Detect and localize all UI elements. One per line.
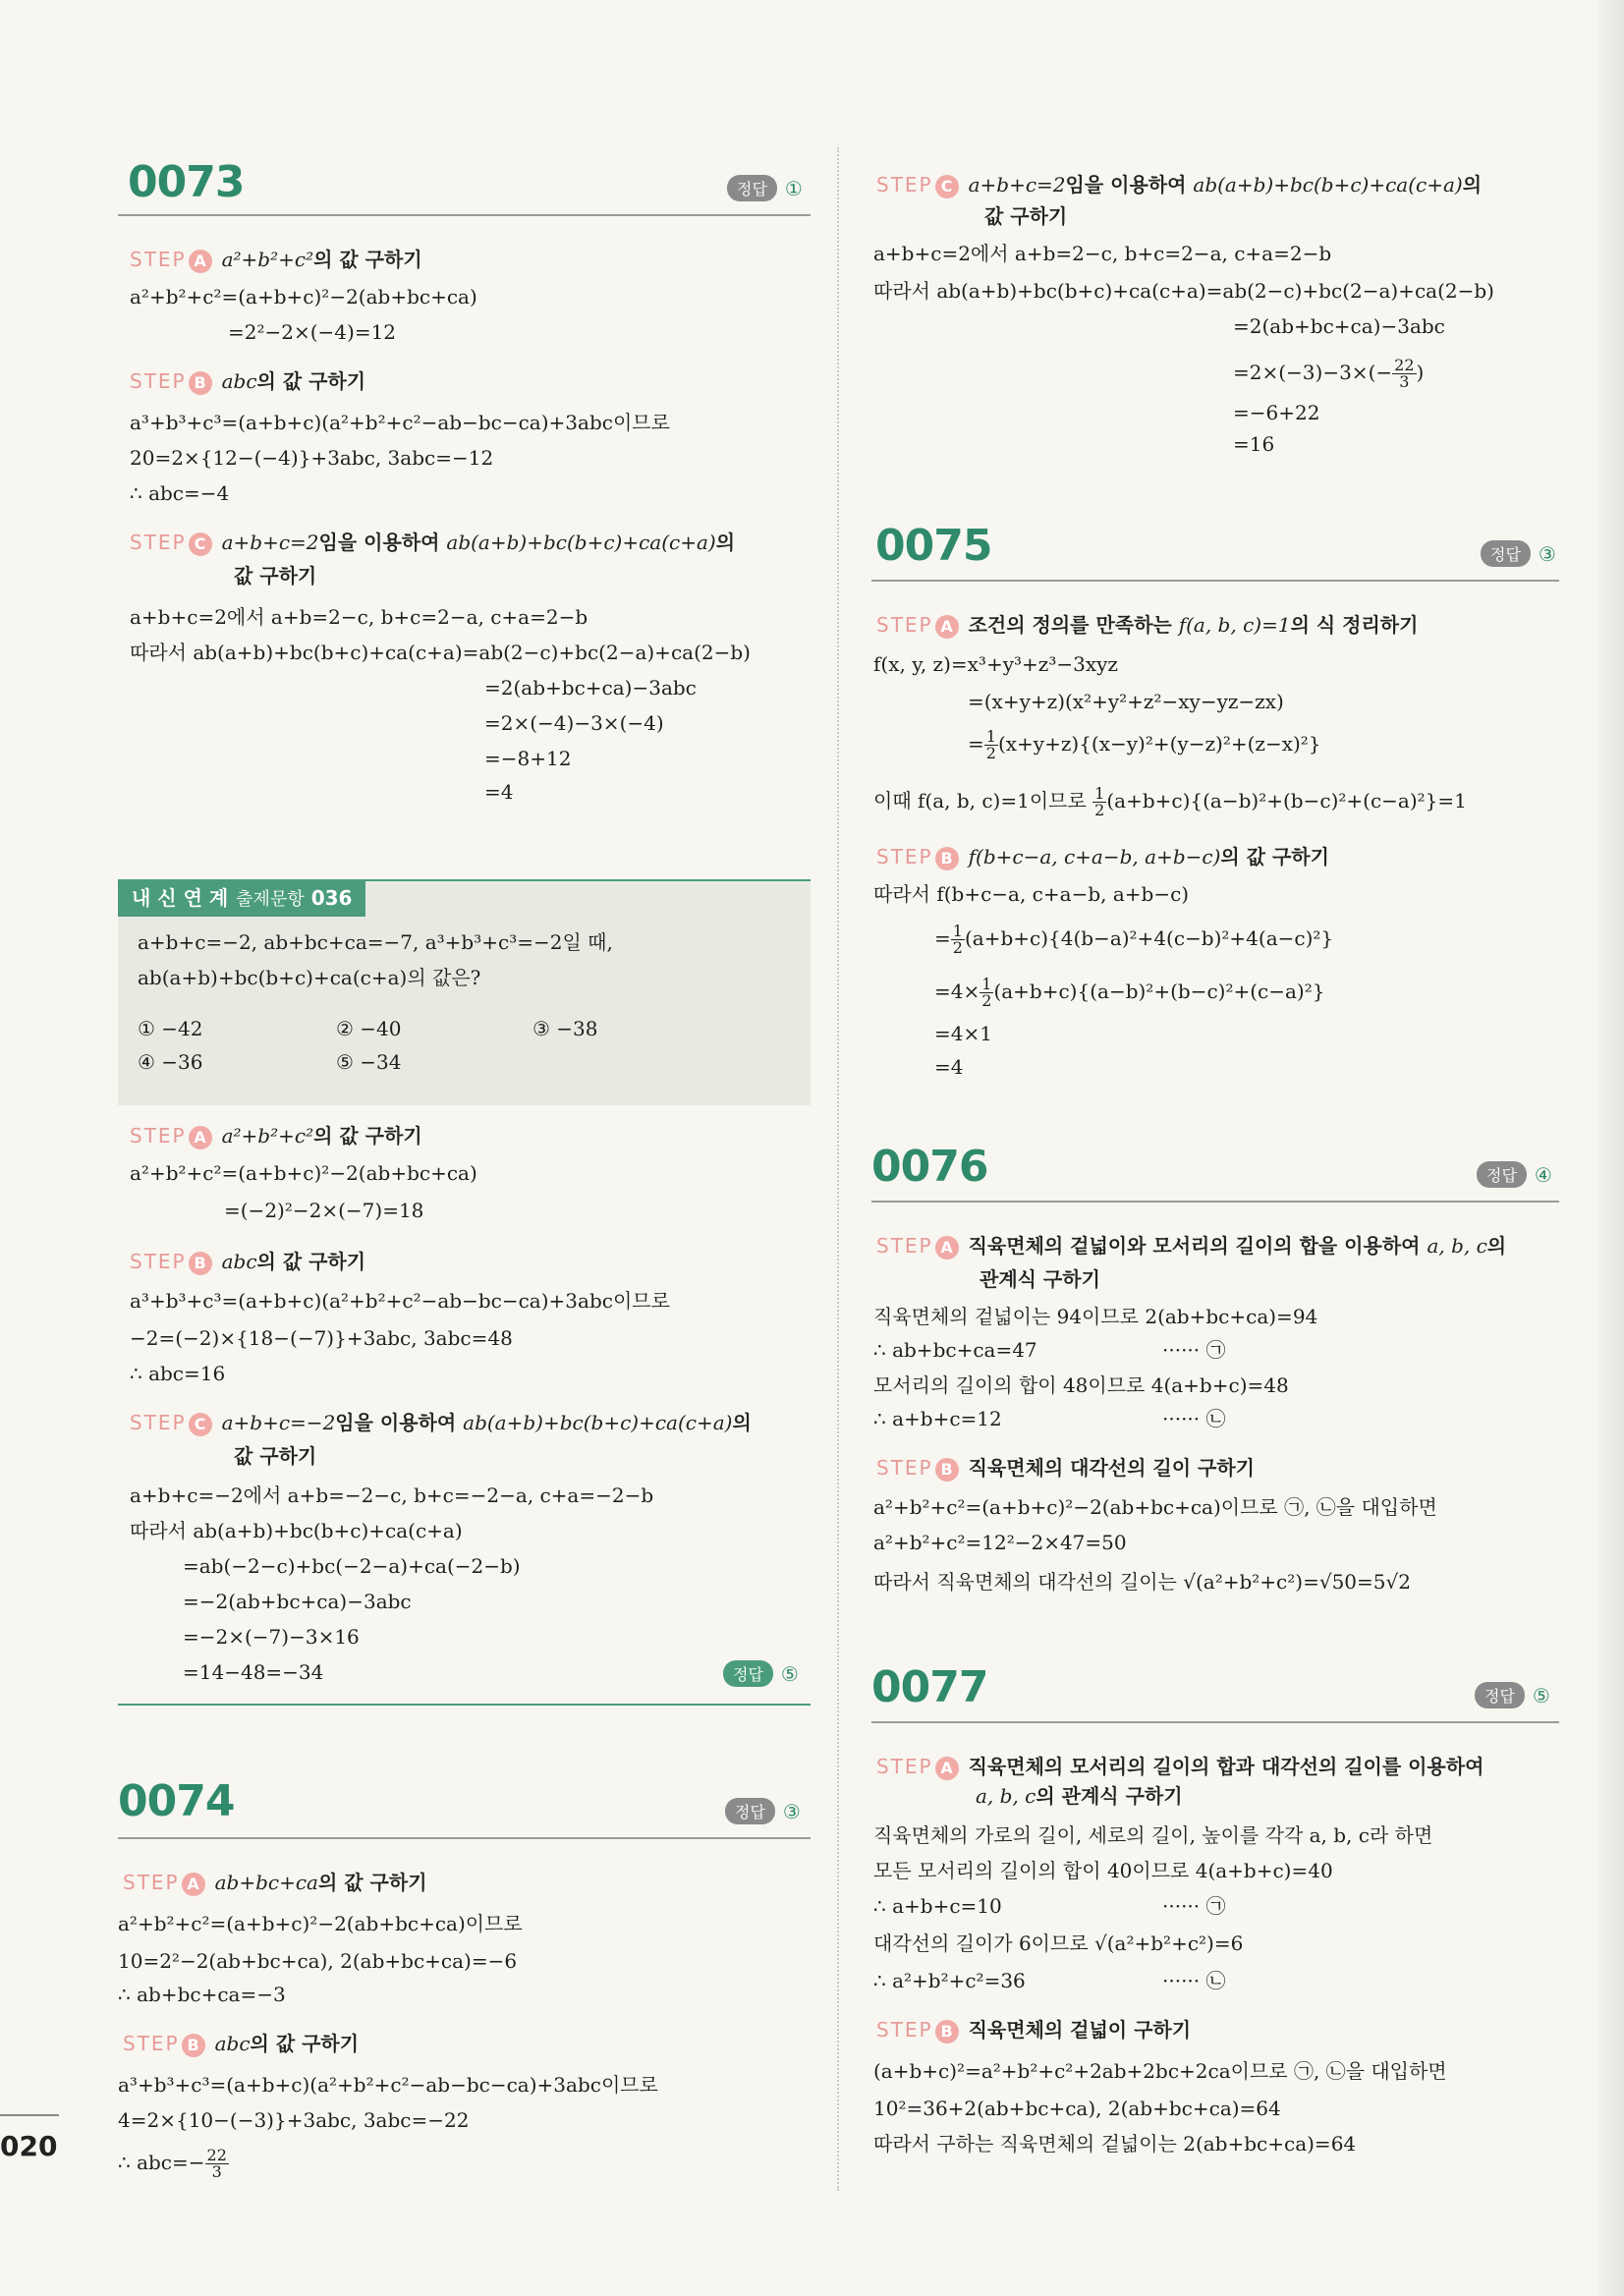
fraction: $\frac{1}{2}$ bbox=[985, 727, 996, 762]
solution-line: =2×(−3)−3×(− $\frac{22}{3}$ ) bbox=[1233, 356, 1425, 391]
step-c-heading-line2: 값 구하기 bbox=[234, 1444, 317, 1468]
solution-line: =(x+y+z)(x²+y²+z²−xy−yz−zx) bbox=[968, 690, 1284, 713]
solution-line: a³+b³+c³=(a+b+c)(a²+b²+c²−ab−bc−ca)+3abc이므로 bbox=[118, 2073, 658, 2097]
box-question-line1: a+b+c=−2, ab+bc+ca=−7, a³+b³+c³=−2일 때, bbox=[138, 930, 613, 954]
solution-line: a+b+c=2에서 a+b=2−c, b+c=2−a, c+a=2−b bbox=[130, 605, 588, 629]
fraction: $\frac{1}{2}$ bbox=[1094, 784, 1105, 819]
solution-line: ∴ a+b+c=12 bbox=[873, 1407, 1002, 1430]
equation-mark-1: ······ ㉠ bbox=[1162, 1338, 1226, 1362]
step-c-heading-line2: 값 구하기 bbox=[234, 564, 317, 588]
step-a-heading: STEP A ab+bc+ca의 값 구하기 bbox=[123, 1871, 427, 1894]
solution-line: 이때 f(a, b, c)=1이므로 $\frac{1}{2}$ (a+b+c){(a−b)²+(b−c)²+(c−a)²}=1 bbox=[873, 784, 1467, 819]
solution-line: 따라서 구하는 직육면체의 겉넓이는 2(ab+bc+ca)=64 bbox=[873, 2132, 1357, 2156]
solution-line: 따라서 ab(a+b)+bc(b+c)+ca(c+a) bbox=[130, 1519, 463, 1542]
step-a-heading: STEP A 직육면체의 겉넓이와 모서리의 길이의 합을 이용하여 a, b, c의 bbox=[876, 1234, 1507, 1258]
box-title: 내 신 연 계 출제문항 036 bbox=[118, 879, 365, 917]
solution-line: ∴ abc=16 bbox=[130, 1362, 226, 1385]
solution-line: =2×(−4)−3×(−4) bbox=[484, 711, 664, 735]
page-number: 020 bbox=[0, 2130, 58, 2162]
choice-5: ⑤ −34 bbox=[336, 1050, 402, 1074]
solution-line: 직육면체의 가로의 길이, 세로의 길이, 높이를 각각 a, b, c라 하면 bbox=[873, 1823, 1433, 1847]
fraction: $\frac{22}{3}$ bbox=[1394, 356, 1415, 391]
solution-line: ∴ ab+bc+ca=−3 bbox=[118, 1983, 286, 2006]
solution-line: 4=2×{10−(−3)}+3abc, 3abc=−22 bbox=[118, 2108, 470, 2132]
choice-4: ④ −36 bbox=[138, 1050, 203, 1074]
solution-line: 따라서 ab(a+b)+bc(b+c)+ca(c+a)=ab(2−c)+bc(2−a)+ca(2−b) bbox=[130, 641, 751, 664]
page-number-rule bbox=[0, 2114, 59, 2116]
step-c-heading-line2: 값 구하기 bbox=[984, 204, 1068, 228]
solution-line: a²+b²+c²=(a+b+c)²−2(ab+bc+ca)이므로 bbox=[118, 1912, 523, 1935]
fraction: $\frac{22}{3}$ bbox=[206, 2146, 227, 2181]
solution-line: a³+b³+c³=(a+b+c)(a²+b²+c²−ab−bc−ca)+3abc이므로 bbox=[130, 1289, 670, 1313]
solution-line: 모든 모서리의 길이의 합이 40이므로 4(a+b+c)=40 bbox=[873, 1859, 1333, 1882]
choice-1: ① −42 bbox=[138, 1017, 203, 1040]
section-rule bbox=[871, 1721, 1559, 1723]
solution-line: 따라서 f(b+c−a, c+a−b, a+b−c) bbox=[873, 882, 1190, 906]
problem-number-0074: 0074 bbox=[118, 1776, 235, 1826]
fraction: $\frac{1}{2}$ bbox=[981, 975, 992, 1010]
solution-line: =4 bbox=[484, 780, 514, 804]
step-b-heading: STEP B 직육면체의 대각선의 길이 구하기 bbox=[876, 1456, 1255, 1480]
box-question-line2: ab(a+b)+bc(b+c)+ca(c+a)의 값은? bbox=[138, 966, 481, 989]
solution-line: ∴ abc=− $\frac{22}{3}$ bbox=[118, 2146, 227, 2181]
column-divider bbox=[837, 147, 839, 2191]
step-a-heading: STEP A 조건의 정의를 만족하는 f(a, b, c)=1의 식 정리하기 bbox=[876, 613, 1419, 637]
problem-number-0073: 0073 bbox=[128, 157, 245, 207]
solution-line: a²+b²+c²=(a+b+c)²−2(ab+bc+ca)이므로 ㉠, ㉡을 대입하면 bbox=[873, 1495, 1437, 1519]
step-b-heading: STEP B abc의 값 구하기 bbox=[130, 369, 366, 393]
step-a-heading-line2: 관계식 구하기 bbox=[980, 1267, 1100, 1291]
solution-line: =−2×(−7)−3×16 bbox=[183, 1625, 360, 1649]
solution-line: ∴ ab+bc+ca=47 bbox=[873, 1338, 1037, 1362]
solution-line: f(x, y, z)=x³+y³+z³−3xyz bbox=[873, 652, 1118, 676]
problem-number-0077: 0077 bbox=[871, 1662, 988, 1712]
solution-line: ∴ a+b+c=10 bbox=[873, 1894, 1002, 1918]
solution-line: =(−2)²−2×(−7)=18 bbox=[224, 1199, 424, 1222]
solution-line: 모서리의 길이의 합이 48이므로 4(a+b+c)=48 bbox=[873, 1373, 1289, 1397]
step-b-heading: STEP B f(b+c−a, c+a−b, a+b−c)의 값 구하기 bbox=[876, 845, 1329, 868]
step-a-heading: STEP A 직육면체의 모서리의 길이의 합과 대각선의 길이를 이용하여 bbox=[876, 1755, 1484, 1778]
solution-line: 직육면체의 겉넓이는 94이므로 2(ab+bc+ca)=94 bbox=[873, 1305, 1318, 1328]
solution-line: =16 bbox=[1233, 432, 1275, 456]
answer-label-0074: 정답 ③ bbox=[725, 1798, 801, 1824]
solution-line: =4 bbox=[934, 1055, 964, 1079]
answer-label-0077: 정답 ⑤ bbox=[1475, 1682, 1550, 1708]
section-rule bbox=[871, 580, 1559, 582]
solution-line: =4×1 bbox=[934, 1022, 992, 1045]
solution-line: =ab(−2−c)+bc(−2−a)+ca(−2−b) bbox=[183, 1554, 521, 1578]
solution-line: ∴ a²+b²+c²=36 bbox=[873, 1969, 1026, 1992]
solution-line: a²+b²+c²=(a+b+c)²−2(ab+bc+ca) bbox=[130, 285, 477, 308]
page-edge-shadow bbox=[1598, 0, 1624, 2296]
section-rule bbox=[871, 1201, 1559, 1203]
equation-mark-2: ······ ㉡ bbox=[1162, 1969, 1226, 1992]
solution-line: =2(ab+bc+ca)−3abc bbox=[1233, 314, 1445, 338]
solution-line: = $\frac{1}{2}$ (x+y+z){(x−y)²+(y−z)²+(z−x)²} bbox=[968, 727, 1321, 762]
related-problem-box bbox=[118, 879, 811, 1105]
solution-line: −2=(−2)×{18−(−7)}+3abc, 3abc=48 bbox=[130, 1326, 513, 1350]
section-rule bbox=[118, 1837, 811, 1839]
solution-line: (a+b+c)²=a²+b²+c²+2ab+2bc+2ca이므로 ㉠, ㉡을 대입하면 bbox=[873, 2059, 1447, 2083]
solution-line: =−6+22 bbox=[1233, 401, 1320, 424]
answer-label-related: 정답 ⑤ bbox=[723, 1660, 799, 1687]
solution-line: =2(ab+bc+ca)−3abc bbox=[484, 676, 697, 700]
solution-line: =−8+12 bbox=[484, 747, 572, 770]
solution-line: a²+b²+c²=12²−2×47=50 bbox=[873, 1531, 1127, 1554]
fraction: $\frac{1}{2}$ bbox=[952, 922, 963, 957]
step-a-heading: STEP A a²+b²+c²의 값 구하기 bbox=[130, 1124, 422, 1148]
choice-2: ② −40 bbox=[336, 1017, 402, 1040]
solution-line: ∴ abc=−4 bbox=[130, 481, 230, 505]
solution-line: =−2(ab+bc+ca)−3abc bbox=[183, 1590, 412, 1613]
solution-line: 10²=36+2(ab+bc+ca), 2(ab+bc+ca)=64 bbox=[873, 2097, 1281, 2120]
solution-line: a³+b³+c³=(a+b+c)(a²+b²+c²−ab−bc−ca)+3abc이므로 bbox=[130, 411, 670, 434]
step-b-heading: STEP B abc의 값 구하기 bbox=[123, 2032, 360, 2055]
solution-line: =4× $\frac{1}{2}$ (a+b+c){(a−b)²+(b−c)²+(c−a)²} bbox=[934, 975, 1325, 1010]
solution-line: 따라서 직육면체의 대각선의 길이는 √(a²+b²+c²)=√50=5√2 bbox=[873, 1570, 1411, 1594]
answer-label-0076: 정답 ④ bbox=[1477, 1161, 1552, 1188]
solution-line: a+b+c=2에서 a+b=2−c, b+c=2−a, c+a=2−b bbox=[873, 242, 1332, 265]
solution-line: =2²−2×(−4)=12 bbox=[228, 320, 397, 344]
solution-line: =14−48=−34 bbox=[183, 1660, 324, 1684]
step-b-heading: STEP B abc의 값 구하기 bbox=[130, 1250, 366, 1273]
answer-label-0073: 정답 ① bbox=[727, 175, 803, 201]
step-c-heading: STEP C a+b+c=−2임을 이용하여 ab(a+b)+bc(b+c)+ca(c+a)의 bbox=[130, 1411, 752, 1434]
solution-line: 20=2×{12−(−4)}+3abc, 3abc=−12 bbox=[130, 446, 494, 470]
solution-line: a²+b²+c²=(a+b+c)²−2(ab+bc+ca) bbox=[130, 1161, 477, 1185]
step-b-heading: STEP B 직육면체의 겉넓이 구하기 bbox=[876, 2018, 1192, 2042]
problem-number-0076: 0076 bbox=[871, 1142, 988, 1192]
solution-line: 대각선의 길이가 6이므로 √(a²+b²+c²)=6 bbox=[873, 1932, 1244, 1955]
step-c-heading: STEP C a+b+c=2임을 이용하여 ab(a+b)+bc(b+c)+ca(c+a)의 bbox=[130, 531, 736, 554]
section-rule bbox=[118, 214, 811, 216]
problem-number-0075: 0075 bbox=[875, 521, 992, 571]
box-bottom-rule bbox=[118, 1704, 811, 1706]
solution-line: 따라서 ab(a+b)+bc(b+c)+ca(c+a)=ab(2−c)+bc(2−a)+ca(2−b) bbox=[873, 279, 1494, 303]
answer-label-0075: 정답 ③ bbox=[1481, 540, 1556, 567]
solution-line: a+b+c=−2에서 a+b=−2−c, b+c=−2−a, c+a=−2−b bbox=[130, 1484, 654, 1507]
solution-line: = $\frac{1}{2}$ (a+b+c){4(b−a)²+4(c−b)²+4(a−c)²} bbox=[934, 922, 1334, 957]
equation-mark-2: ······ ㉡ bbox=[1162, 1407, 1226, 1430]
step-c-heading: STEP C a+b+c=2임을 이용하여 ab(a+b)+bc(b+c)+ca(c+a)의 bbox=[876, 173, 1483, 196]
choice-3: ③ −38 bbox=[532, 1017, 598, 1040]
solution-line: 10=2²−2(ab+bc+ca), 2(ab+bc+ca)=−6 bbox=[118, 1949, 518, 1973]
step-a-heading: STEP A a²+b²+c²의 값 구하기 bbox=[130, 248, 422, 271]
equation-mark-1: ······ ㉠ bbox=[1162, 1894, 1226, 1918]
step-a-heading-line2: a, b, c의 관계식 구하기 bbox=[976, 1784, 1183, 1808]
